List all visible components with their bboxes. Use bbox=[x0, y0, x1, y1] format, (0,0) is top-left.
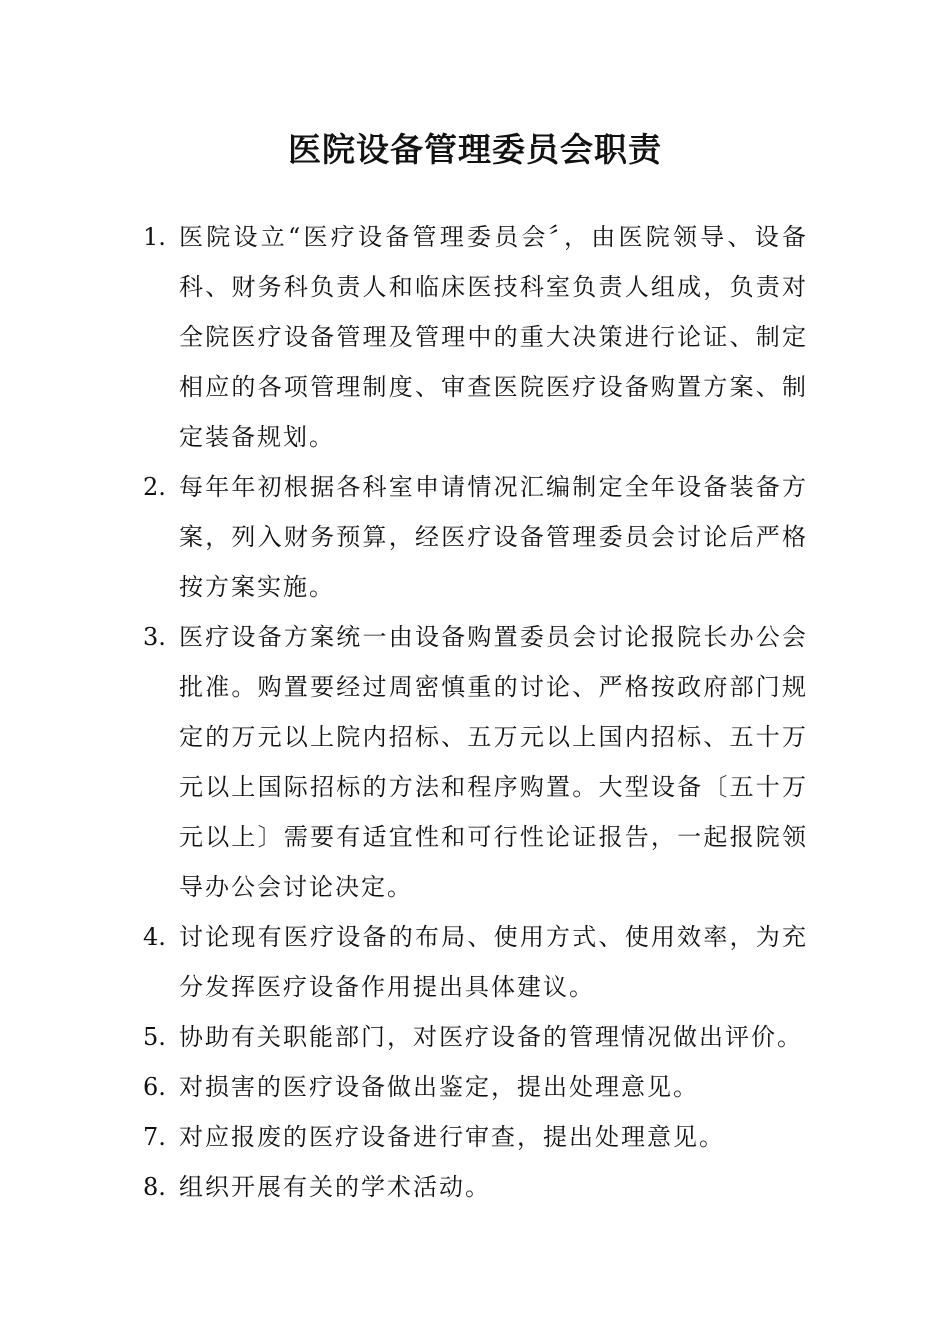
list-item bbox=[143, 462, 808, 612]
list-item bbox=[143, 612, 808, 912]
item-text: 对应报废的医疗设备进行审查，提出处理意见。 bbox=[179, 1123, 725, 1151]
list-item bbox=[143, 1062, 808, 1112]
item-number: 3. bbox=[143, 623, 166, 651]
list-item bbox=[143, 1012, 808, 1062]
item-number: 6. bbox=[143, 1073, 166, 1101]
list-item bbox=[143, 212, 808, 462]
list-item bbox=[143, 1162, 808, 1212]
item-number: 2. bbox=[143, 473, 166, 501]
item-text: 讨论现有医疗设备的布局、使用方式、使用效率，为充分发挥医疗设备作用提出具体建议。 bbox=[179, 923, 808, 1001]
list-item bbox=[143, 912, 808, 1012]
item-text: 组织开展有关的学术活动。 bbox=[179, 1173, 491, 1201]
item-text: 协助有关职能部门，对医疗设备的管理情况做出评价。 bbox=[179, 1023, 803, 1051]
item-number: 8. bbox=[143, 1173, 166, 1201]
item-text: 对损害的医疗设备做出鉴定，提出处理意见。 bbox=[179, 1073, 699, 1101]
item-number: 1. bbox=[143, 223, 166, 251]
list-item bbox=[143, 1112, 808, 1162]
item-number: 7. bbox=[143, 1123, 166, 1151]
item-text: 医院设立“医疗设备管理委员会〞，由医院领导、设备科、财务科负责人和临床医技科室负责人组成，负责对全院医疗设备管理及管理中的重大决策进行论证、制定相应的各项管理制度、审查医院医疗设备购置方案、制定装备规划。 bbox=[179, 223, 808, 451]
document-title: 医院设备管理委员会职责 bbox=[288, 130, 662, 169]
item-number: 5. bbox=[143, 1023, 166, 1051]
item-text: 每年年初根据各科室申请情况汇编制定全年设备装备方案，列入财务预算，经医疗设备管理委员会讨论后严格按方案实施。 bbox=[179, 473, 808, 601]
item-text: 医疗设备方案统一由设备购置委员会讨论报院长办公会批准。购置要经过周密慎重的讨论、严格按政府部门规定的万元以上院内招标、五万元以上国内招标、五十万元以上国际招标的方法和程序购置。大型设备〔五十万元以上〕需要有适宜性和可行性论证报告，一起报院领导办公会讨论决定。 bbox=[179, 623, 808, 901]
item-number: 4. bbox=[143, 923, 166, 951]
duty-list bbox=[143, 212, 808, 1212]
